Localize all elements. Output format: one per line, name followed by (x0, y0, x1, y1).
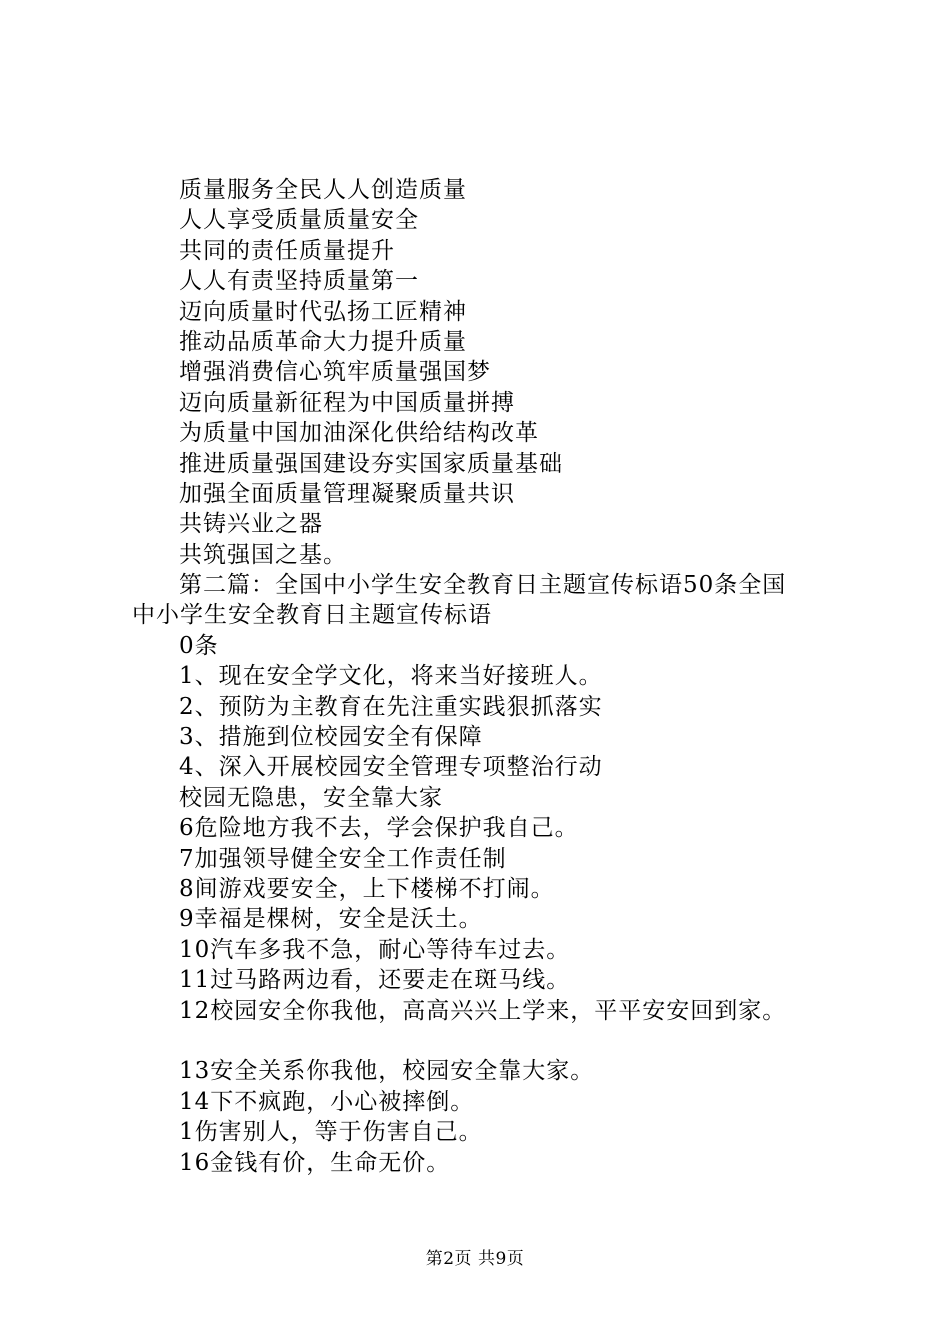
page-footer (0, 1244, 950, 1269)
slogan-line: 4、深入开展校园安全管理专项整治行动 (179, 754, 603, 781)
document-body (132, 175, 852, 1178)
page-number-label: 第2页 共9页 (425, 1249, 525, 1269)
slogan-line: 8间游戏要安全，上下楼梯不打闹。 (179, 875, 555, 902)
slogan-line: 校园无隐患，安全靠大家 (179, 784, 443, 811)
slogan-line: 7加强领导健全安全工作责任制 (179, 845, 507, 872)
slogan-line: 14下不疯跑，小心被摔倒。 (179, 1088, 475, 1115)
section-heading-line-1: 第二篇：全国中小学生安全教育日主题宣传标语50条全国 (179, 572, 787, 599)
blank-line (132, 1026, 852, 1056)
text-line: 推动品质革命大力提升质量 (179, 328, 467, 355)
text-line: 共筑强国之基。 (179, 541, 347, 568)
text-line: 迈向质量新征程为中国质量拼搏 (179, 389, 515, 416)
slogan-line: 16金钱有价，生命无价。 (179, 1149, 451, 1176)
slogan-line: 1伤害别人，等于伤害自己。 (179, 1119, 483, 1146)
text-line: 人人享受质量质量安全 (179, 207, 419, 234)
slogan-line: 0条 (179, 632, 219, 659)
slogan-line: 9幸福是棵树，安全是沃土。 (179, 906, 483, 933)
text-line: 人人有责坚持质量第一 (179, 268, 419, 295)
text-line: 增强消费信心筑牢质量强国梦 (179, 359, 491, 386)
section-heading-line-2: 中小学生安全教育日主题宣传标语 (132, 602, 492, 629)
slogan-line: 10汽车多我不急，耐心等待车过去。 (179, 936, 571, 963)
slogan-line: 11过马路两边看，还要走在斑马线。 (179, 967, 571, 994)
slogan-line: 3、措施到位校园安全有保障 (179, 724, 483, 751)
text-line: 为质量中国加油深化供给结构改革 (179, 420, 539, 447)
slogan-line: 13安全关系你我他，校园安全靠大家。 (179, 1058, 595, 1085)
slogan-line: 2、预防为主教育在先注重实践狠抓落实 (179, 693, 603, 720)
text-line: 迈向质量时代弘扬工匠精神 (179, 298, 467, 325)
text-line: 推进质量强国建设夯实国家质量基础 (179, 450, 563, 477)
slogan-line: 12校园安全你我他，高高兴兴上学来，平平安安回到家。 (179, 997, 787, 1024)
text-line: 共铸兴业之器 (179, 511, 323, 538)
text-line: 共同的责任质量提升 (179, 237, 395, 264)
text-line: 质量服务全民人人创造质量 (179, 177, 467, 203)
text-line: 加强全面质量管理凝聚质量共识 (179, 480, 515, 507)
slogan-line: 1、现在安全学文化，将来当好接班人。 (179, 663, 603, 690)
slogan-line: 6危险地方我不去，学会保护我自己。 (179, 815, 579, 842)
